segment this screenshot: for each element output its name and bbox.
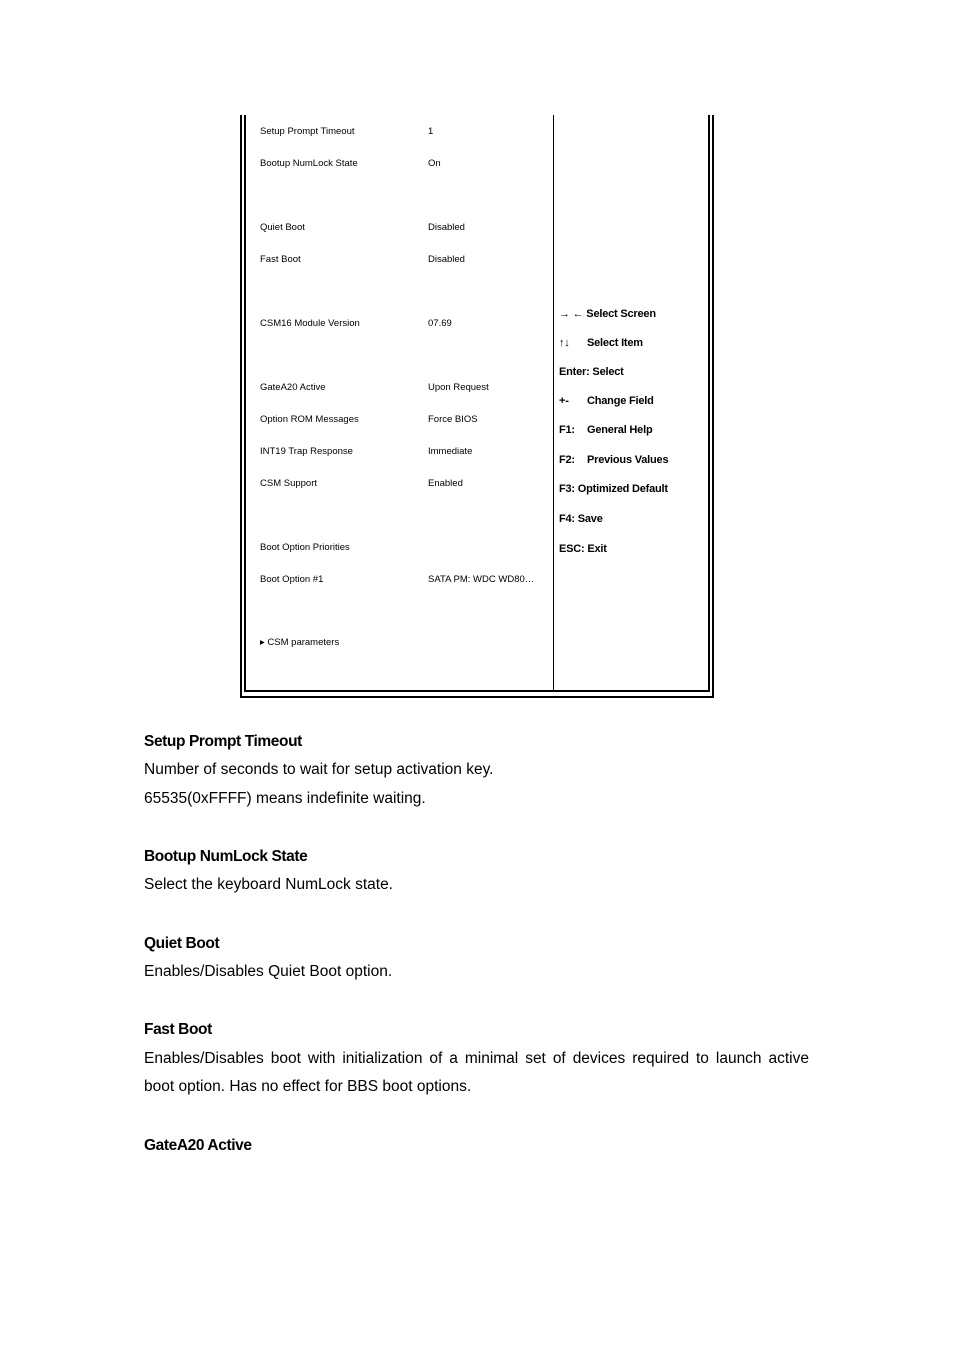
frame-border xyxy=(240,115,242,698)
frame-border xyxy=(712,115,714,698)
section-text: 65535(0xFFFF) means indefinite waiting. xyxy=(144,790,426,807)
setting-label: Quiet Boot xyxy=(260,222,305,233)
help-enter-select xyxy=(559,364,709,380)
boot-option-priorities-heading xyxy=(260,541,550,555)
section-text: Enables/Disables boot with initialization of a minimal set of devices required to launch active xyxy=(144,1050,809,1067)
setting-fast-boot[interactable] xyxy=(260,253,550,267)
setting-label: Fast Boot xyxy=(260,254,301,265)
help-key: F1: xyxy=(559,424,575,436)
setting-label: GateA20 Active xyxy=(260,382,326,393)
help-previous-values xyxy=(559,452,709,468)
setting-int19-trap-response[interactable] xyxy=(260,445,550,459)
setting-label: INT19 Trap Response xyxy=(260,446,353,457)
bios-setup-screen xyxy=(240,115,714,698)
help-change-field xyxy=(559,393,709,409)
section-title: GateA20 Active xyxy=(144,1137,252,1154)
help-key: F3: Optimized Default xyxy=(559,483,668,495)
frame-border xyxy=(244,115,246,692)
help-save xyxy=(559,511,709,527)
setting-label: Boot Option #1 xyxy=(260,574,324,585)
setting-csm-support[interactable] xyxy=(260,477,550,491)
setting-label: CSM16 Module Version xyxy=(260,318,360,329)
setting-gatea20-active[interactable] xyxy=(260,381,550,395)
help-key: ESC: Exit xyxy=(559,543,607,555)
help-key: ↑↓ xyxy=(559,337,570,349)
setting-label: Bootup NumLock State xyxy=(260,158,358,169)
section-text: boot option. Has no effect for BBS boot options. xyxy=(144,1078,472,1095)
setting-value[interactable]: Immediate xyxy=(428,446,473,457)
help-panel-divider xyxy=(553,115,554,692)
setting-value[interactable]: Disabled xyxy=(428,222,465,233)
help-key: F2: xyxy=(559,454,575,466)
setting-label: CSM Support xyxy=(260,478,318,489)
help-optimized-default xyxy=(559,481,709,497)
help-select-screen xyxy=(559,306,709,322)
submenu-csm-parameters[interactable] xyxy=(260,636,550,650)
setting-value[interactable]: On xyxy=(428,158,441,169)
submenu-label: ▸ CSM parameters xyxy=(260,637,340,648)
setting-value: 07.69 xyxy=(428,318,452,329)
frame-border xyxy=(244,690,710,692)
help-text: Change Field xyxy=(587,395,654,407)
setting-boot-option-1[interactable] xyxy=(260,573,550,587)
section-text: Number of seconds to wait for setup activation key. xyxy=(144,761,494,778)
help-exit xyxy=(559,541,709,557)
help-key: Enter: Select xyxy=(559,366,624,378)
help-key: F4: Save xyxy=(559,513,603,525)
section-title: Fast Boot xyxy=(144,1021,212,1038)
setting-option-rom-messages[interactable] xyxy=(260,413,550,427)
setting-label: Boot Option Priorities xyxy=(260,542,350,553)
setting-csm16-module-version xyxy=(260,317,550,331)
help-key: +- xyxy=(559,395,569,407)
setting-value[interactable]: Disabled xyxy=(428,254,465,265)
setting-value[interactable]: 1 xyxy=(428,126,434,137)
setting-label: Option ROM Messages xyxy=(260,414,359,425)
help-key: → ← Select Screen xyxy=(559,308,656,320)
help-select-item xyxy=(559,335,709,351)
setting-quiet-boot[interactable] xyxy=(260,221,550,235)
setting-value[interactable]: Upon Request xyxy=(428,382,489,393)
setting-setup-prompt-timeout[interactable] xyxy=(260,125,550,139)
setting-value[interactable]: SATA PM: WDC WD80… xyxy=(428,574,535,585)
section-text: Select the keyboard NumLock state. xyxy=(144,876,393,893)
help-general-help xyxy=(559,422,709,438)
section-title: Quiet Boot xyxy=(144,935,220,952)
setting-bootup-numlock-state[interactable] xyxy=(260,157,550,171)
setting-label: Setup Prompt Timeout xyxy=(260,126,355,137)
frame-border xyxy=(240,696,714,698)
section-title: Bootup NumLock State xyxy=(144,848,308,865)
setting-value[interactable]: Enabled xyxy=(428,478,463,489)
section-text: Enables/Disables Quiet Boot option. xyxy=(144,963,393,980)
section-title: Setup Prompt Timeout xyxy=(144,733,302,750)
help-text: Previous Values xyxy=(587,454,669,466)
help-text: Select Item xyxy=(587,337,643,349)
setting-value[interactable]: Force BIOS xyxy=(428,414,478,425)
help-text: General Help xyxy=(587,424,653,436)
